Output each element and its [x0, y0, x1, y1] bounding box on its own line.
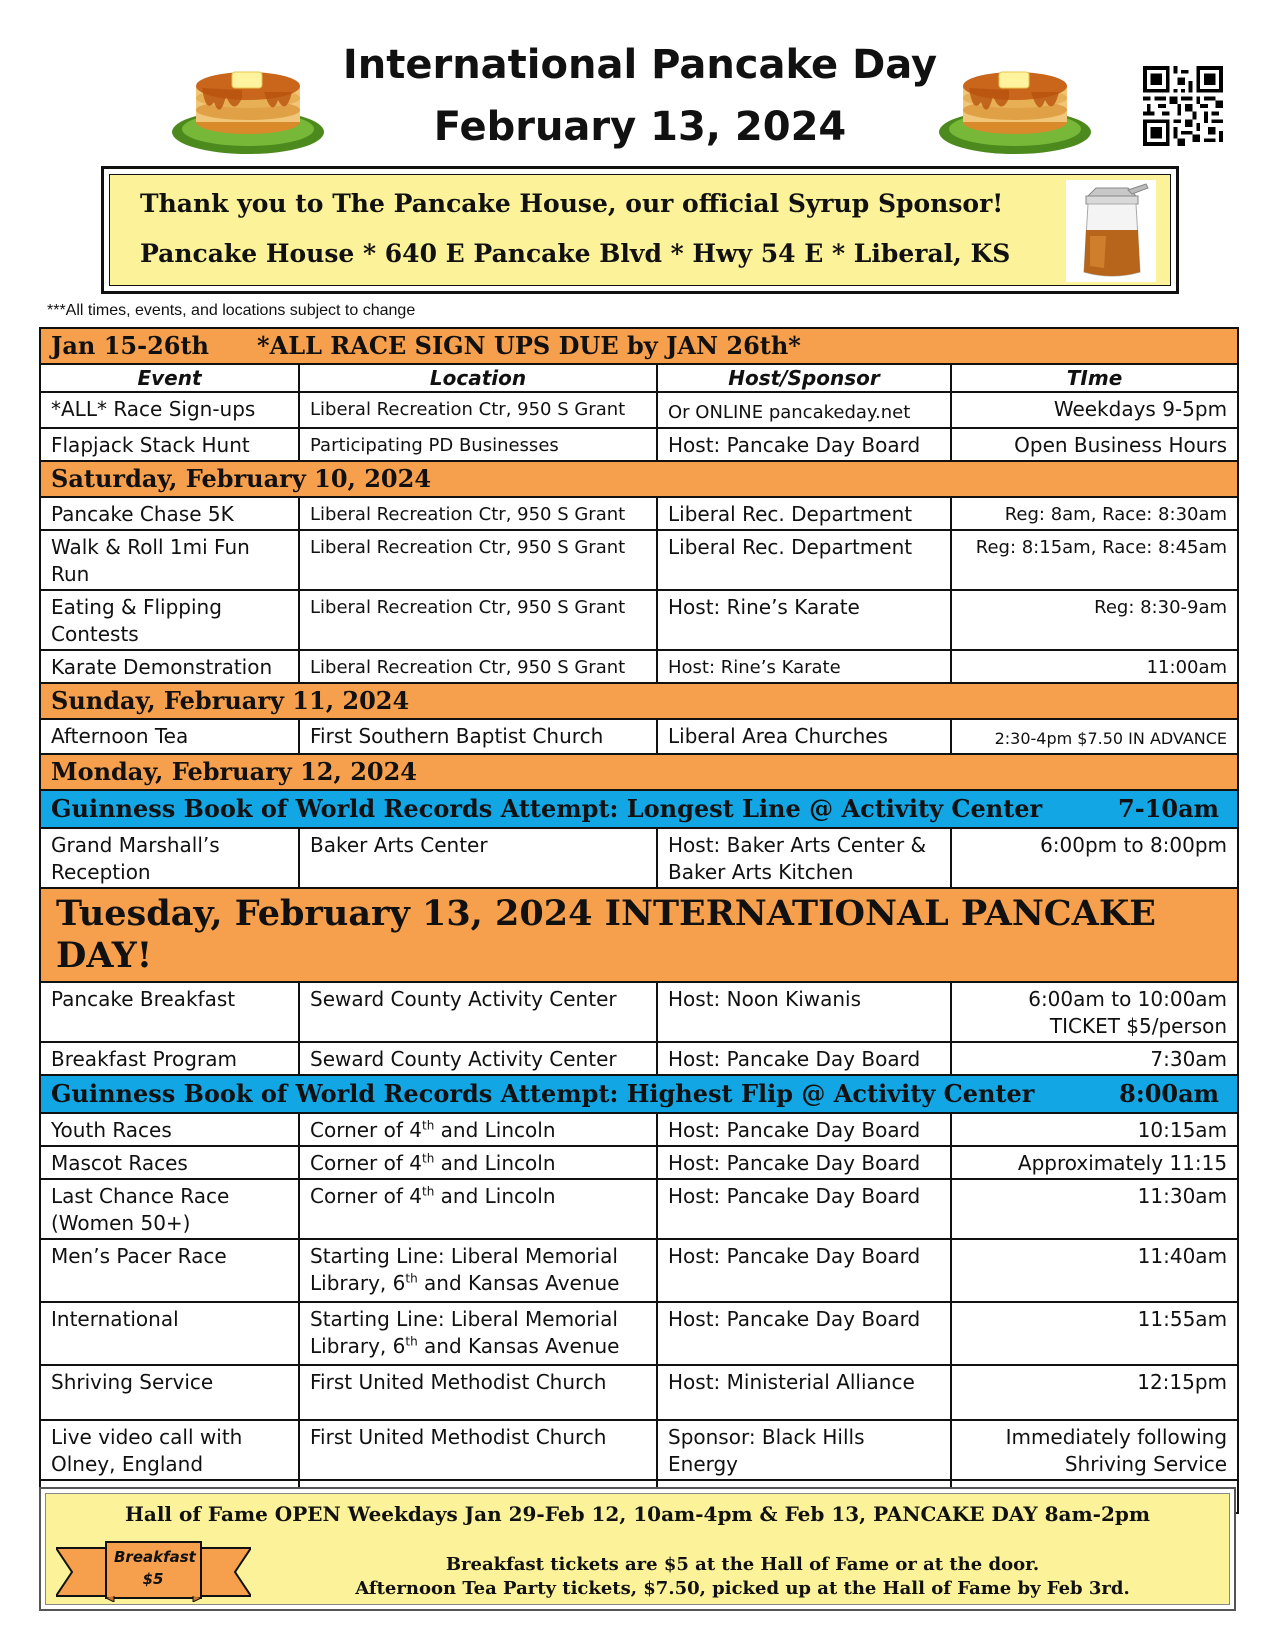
- time-cell: 11:30am: [951, 1179, 1238, 1239]
- location-cell: Starting Line: Liberal Memorial Library, 6th and Kansas Avenue: [299, 1239, 657, 1302]
- host-cell: Host: Pancake Day Board: [657, 1113, 951, 1146]
- guinness-highest-flip-time: 8:00am: [1119, 1079, 1220, 1108]
- host-cell: Liberal Rec. Department: [657, 497, 951, 530]
- location-cell: Liberal Recreation Ctr, 950 S Grant: [299, 590, 657, 650]
- table-row: [40, 590, 1238, 650]
- column-header-location: Location: [299, 364, 657, 392]
- table-row: [40, 1302, 1238, 1365]
- page-title-line1: International Pancake Day: [342, 42, 938, 88]
- ticket-label: Breakfast $5: [114, 1548, 196, 1588]
- time-cell: Approximately 11:15: [951, 1146, 1238, 1179]
- event-cell: Pancake Chase 5K: [40, 497, 299, 530]
- table-row: [40, 1146, 1238, 1179]
- day-header-monday: Monday, February 12, 2024: [40, 754, 1238, 790]
- table-row: [40, 497, 1238, 530]
- host-cell: Host: Pancake Day Board: [657, 1042, 951, 1075]
- event-cell: Walk & Roll 1mi Fun Run: [40, 530, 299, 590]
- location-cell: Liberal Recreation Ctr, 950 S Grant: [299, 650, 657, 683]
- location-cell: Baker Arts Center: [299, 828, 657, 888]
- location-cell: Seward County Activity Center: [299, 982, 657, 1042]
- disclaimer-note: ***All times, events, and locations subject to change: [47, 302, 416, 319]
- tea-ticket-info: Afternoon Tea Party tickets, $7.50, picked up at the Hall of Fame by Feb 3rd.: [355, 1578, 1130, 1599]
- event-cell: Shriving Service: [40, 1365, 299, 1420]
- event-cell: Mascot Races: [40, 1146, 299, 1179]
- schedule-table: [39, 327, 1239, 1514]
- time-cell: Weekdays 9-5pm: [951, 392, 1238, 428]
- table-row: [40, 1042, 1238, 1075]
- location-cell: Corner of 4th and Lincoln: [299, 1113, 657, 1146]
- day-header-sunday: Sunday, February 11, 2024: [40, 683, 1238, 719]
- table-row: [40, 1420, 1238, 1480]
- table-row: [40, 1365, 1238, 1420]
- column-header-host: Host/Sponsor: [657, 364, 951, 392]
- host-cell: Host: Ministerial Alliance: [657, 1365, 951, 1420]
- time-cell: 10:15am: [951, 1113, 1238, 1146]
- table-row: [40, 1179, 1238, 1239]
- event-cell: Breakfast Program: [40, 1042, 299, 1075]
- time-cell: 2:30-4pm $7.50 IN ADVANCE: [951, 719, 1238, 754]
- guinness-longest-line-text: Guinness Book of World Records Attempt: Longest Line @ Activity Center: [51, 794, 1043, 823]
- table-header-row: [40, 364, 1238, 392]
- location-cell: Liberal Recreation Ctr, 950 S Grant: [299, 530, 657, 590]
- event-cell: Last Chance Race (Women 50+): [40, 1179, 299, 1239]
- hall-of-fame-banner: [39, 1487, 1236, 1611]
- pancake-stack-right-image: [935, 36, 1095, 156]
- syrup-dispenser-image: [1066, 180, 1156, 282]
- host-cell: Liberal Rec. Department: [657, 530, 951, 590]
- host-cell: Host: Rine’s Karate: [657, 650, 951, 683]
- location-cell: Seward County Activity Center: [299, 1042, 657, 1075]
- sponsor-banner: [101, 166, 1179, 294]
- time-cell: 7:30am: [951, 1042, 1238, 1075]
- event-cell: Live video call with Olney, England: [40, 1420, 299, 1480]
- time-cell: 12:15pm: [951, 1365, 1238, 1420]
- location-cell: Participating PD Businesses: [299, 428, 657, 461]
- time-cell: Reg: 8am, Race: 8:30am: [951, 497, 1238, 530]
- page-title-line2: February 13, 2024: [433, 104, 847, 150]
- table-row: [40, 392, 1238, 428]
- signup-period-row: [40, 328, 1238, 364]
- location-cell: Starting Line: Liberal Memorial Library, 6th and Kansas Avenue: [299, 1302, 657, 1365]
- day-header-tuesday: Tuesday, February 13, 2024 INTERNATIONAL PANCAKE DAY!: [40, 888, 1238, 982]
- table-row: [40, 650, 1238, 683]
- column-header-event: Event: [40, 364, 299, 392]
- time-cell: 11:00am: [951, 650, 1238, 683]
- guinness-longest-line-time: 7-10am: [1118, 794, 1220, 823]
- event-cell: *ALL* Race Sign-ups: [40, 392, 299, 428]
- day-header-saturday: Saturday, February 10, 2024: [40, 461, 1238, 497]
- location-cell: Corner of 4th and Lincoln: [299, 1146, 657, 1179]
- breakfast-ticket-info: Breakfast tickets are $5 at the Hall of Fame or at the door.: [445, 1554, 1040, 1575]
- location-cell: First United Methodist Church: [299, 1420, 657, 1480]
- event-cell: Afternoon Tea: [40, 719, 299, 754]
- table-row: [40, 1239, 1238, 1302]
- event-cell: Eating & Flipping Contests: [40, 590, 299, 650]
- host-cell: Host: Pancake Day Board: [657, 1302, 951, 1365]
- host-cell: Host: Pancake Day Board: [657, 1239, 951, 1302]
- host-cell: Liberal Area Churches: [657, 719, 951, 754]
- event-cell: Karate Demonstration: [40, 650, 299, 683]
- location-cell: First United Methodist Church: [299, 1365, 657, 1420]
- table-row: [40, 530, 1238, 590]
- time-cell: Open Business Hours: [951, 428, 1238, 461]
- event-cell: International: [40, 1302, 299, 1365]
- sponsor-address-text: Pancake House * 640 E Pancake Blvd * Hwy 54 E * Liberal, KS: [140, 239, 1011, 268]
- sponsor-thanks-text: Thank you to The Pancake House, our official Syrup Sponsor!: [140, 189, 1004, 218]
- time-cell: 11:40am: [951, 1239, 1238, 1302]
- event-cell: Pancake Breakfast: [40, 982, 299, 1042]
- table-row: [40, 428, 1238, 461]
- location-cell: Liberal Recreation Ctr, 950 S Grant: [299, 497, 657, 530]
- host-cell: Host: Baker Arts Center & Baker Arts Kitchen: [657, 828, 951, 888]
- guinness-row-highest-flip: [40, 1075, 1238, 1113]
- time-cell: Reg: 8:30-9am: [951, 590, 1238, 650]
- location-cell: First Southern Baptist Church: [299, 719, 657, 754]
- event-cell: Flapjack Stack Hunt: [40, 428, 299, 461]
- time-cell: Immediately following Shriving Service: [951, 1420, 1238, 1480]
- location-cell: Liberal Recreation Ctr, 950 S Grant: [299, 392, 657, 428]
- table-row: [40, 982, 1238, 1042]
- event-cell: Youth Races: [40, 1113, 299, 1146]
- qr-code-image[interactable]: [1143, 66, 1223, 146]
- table-row: [40, 719, 1238, 754]
- host-cell: Sponsor: Black Hills Energy: [657, 1420, 951, 1480]
- host-cell: Host: Pancake Day Board: [657, 1179, 951, 1239]
- time-cell: 6:00am to 10:00am TICKET $5/person: [951, 982, 1238, 1042]
- time-cell: 11:55am: [951, 1302, 1238, 1365]
- guinness-row-longest-line: [40, 790, 1238, 828]
- event-cell: Grand Marshall’s Reception: [40, 828, 299, 888]
- host-cell: Host: Noon Kiwanis: [657, 982, 951, 1042]
- host-cell: Host: Pancake Day Board: [657, 1146, 951, 1179]
- event-cell: Men’s Pacer Race: [40, 1239, 299, 1302]
- table-row: [40, 828, 1238, 888]
- time-cell: Reg: 8:15am, Race: 8:45am: [951, 530, 1238, 590]
- host-cell: Host: Rine’s Karate: [657, 590, 951, 650]
- guinness-highest-flip-text: Guinness Book of World Records Attempt: Highest Flip @ Activity Center: [51, 1079, 1035, 1108]
- signup-dates: Jan 15-26th: [51, 331, 210, 360]
- hall-of-fame-hours: Hall of Fame OPEN Weekdays Jan 29-Feb 12, 10am-4pm & Feb 13, PANCAKE DAY 8am-2pm: [124, 1502, 1151, 1526]
- pancake-stack-left-image: [168, 36, 328, 156]
- column-header-time: TIme: [951, 364, 1238, 392]
- location-cell: Corner of 4th and Lincoln: [299, 1179, 657, 1239]
- time-cell: 6:00pm to 8:00pm: [951, 828, 1238, 888]
- host-cell: Or ONLINE pancakeday.net: [657, 392, 951, 428]
- host-cell: Host: Pancake Day Board: [657, 428, 951, 461]
- signup-deadline-notice: *ALL RACE SIGN UPS DUE by JAN 26th*: [257, 331, 801, 360]
- table-row: [40, 1113, 1238, 1146]
